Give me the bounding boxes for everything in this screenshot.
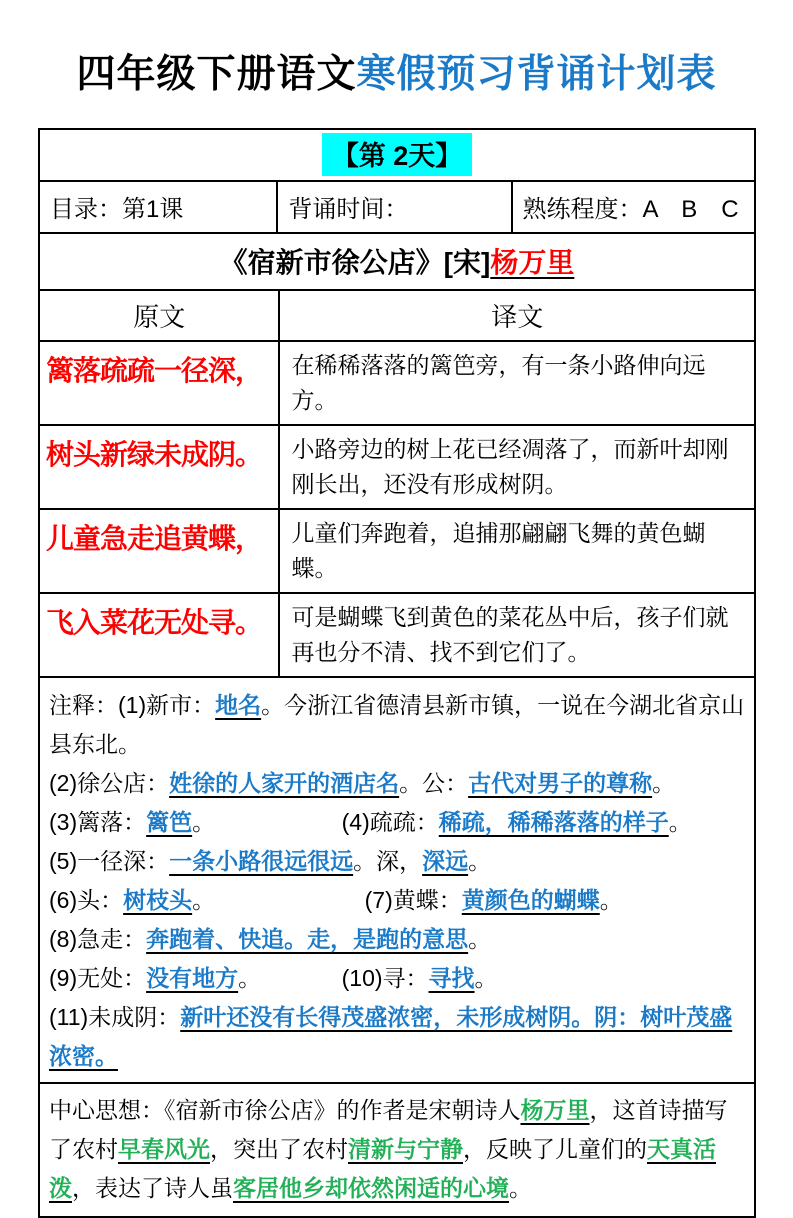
day-header-row bbox=[40, 130, 754, 180]
text-segment: 。今浙江省德清县新市镇，一说在今湖北省京山县东北。 bbox=[49, 692, 745, 757]
poem-original-cell: 儿童急走追黄蝶， bbox=[46, 523, 263, 554]
idea-highlight: 清新与宁静 bbox=[348, 1136, 463, 1162]
text-segment: 。 bbox=[509, 1175, 532, 1201]
text-segment: 。深， bbox=[353, 848, 423, 874]
note-paragraph bbox=[49, 998, 746, 1076]
note-highlight: 篱笆 bbox=[146, 809, 193, 835]
text-segment: 。 bbox=[468, 926, 492, 952]
central-idea-paragraph bbox=[49, 1091, 746, 1208]
poem-row bbox=[40, 592, 754, 676]
idea-highlight: 客居他乡却依然闲适的心境 bbox=[233, 1175, 509, 1201]
poem-translation-cell: 可是蝴蝶飞到黄色的菜花丛中后，孩子们就再也分不清、找不到它们了。 bbox=[278, 594, 754, 676]
note-highlight: 奔跑着、快追。走，是跑的意思 bbox=[146, 926, 469, 952]
recite-time-cell: 背诵时间： bbox=[276, 182, 510, 232]
note-paragraph bbox=[49, 686, 746, 764]
note-highlight: 寻找 bbox=[428, 965, 475, 991]
text-segment: 。 bbox=[599, 887, 623, 913]
poem-row bbox=[40, 340, 754, 424]
text-segment: (6)头： bbox=[49, 887, 124, 913]
idea-highlight: 早春风光 bbox=[118, 1136, 210, 1162]
text-segment: (3)篱落： bbox=[49, 809, 147, 835]
text-segment: 。 bbox=[468, 848, 492, 874]
text-segment: 注释：(1)新市： bbox=[49, 692, 216, 718]
page-title-black-part: 四年级下册语文 bbox=[76, 53, 357, 96]
text-segment: (2)徐公店： bbox=[49, 770, 170, 796]
poem-original-cell: 飞入菜花无处寻。 bbox=[46, 607, 263, 638]
note-paragraph bbox=[49, 959, 746, 998]
column-header-row bbox=[40, 289, 754, 340]
note-highlight: 一条小路很远很远 bbox=[169, 848, 354, 874]
note-highlight: 古代对男子的尊称 bbox=[468, 770, 653, 796]
note-highlight: 地名 bbox=[215, 692, 262, 718]
note-paragraph bbox=[49, 842, 746, 881]
poem-title-text: 《宿新市徐公店》[宋] bbox=[219, 247, 491, 278]
text-segment: 中心思想：《宿新市徐公店》的作者是宋朝诗人 bbox=[49, 1097, 521, 1123]
poem-translation-cell: 在稀稀落落的篱笆旁，有一条小路伸向远方。 bbox=[278, 342, 754, 424]
text-segment: 。 (4)疏疏： bbox=[192, 809, 439, 835]
note-highlight: 稀疏，稀稀落落的样子 bbox=[438, 809, 669, 835]
text-segment: 。 bbox=[652, 770, 676, 796]
poem-translation-cell: 儿童们奔跑着，追捕那翩翩飞舞的黄色蝴蝶。 bbox=[278, 510, 754, 592]
catalog-cell: 目录：第1课 bbox=[50, 196, 184, 223]
poem-rows bbox=[40, 340, 754, 676]
text-segment: 。公： bbox=[399, 770, 469, 796]
page-title bbox=[0, 0, 793, 99]
text-segment: ，这首诗描写了农村 bbox=[49, 1097, 728, 1162]
poem-original-cell: 篱落疏疏一径深， bbox=[46, 355, 263, 386]
page-title-blue-part: 寒假预习背诵计划表 bbox=[356, 53, 717, 96]
meta-row bbox=[40, 180, 754, 232]
text-segment: 。 (10)寻： bbox=[238, 965, 429, 991]
poem-translation-cell: 小路旁边的树上花已经凋落了，而新叶却刚刚长出，还没有形成树阴。 bbox=[278, 426, 754, 508]
note-highlight: 树枝头 bbox=[123, 887, 193, 913]
idea-highlight: 杨万里 bbox=[520, 1097, 590, 1123]
poem-title-row bbox=[40, 232, 754, 289]
poem-author: 杨万里 bbox=[490, 247, 575, 278]
note-highlight: 深远 bbox=[422, 848, 469, 874]
day-badge: 【第 2天】 bbox=[322, 133, 473, 176]
poem-row bbox=[40, 424, 754, 508]
text-segment: 。 (7)黄蝶： bbox=[192, 887, 462, 913]
note-highlight: 没有地方 bbox=[146, 965, 239, 991]
poem-row bbox=[40, 508, 754, 592]
text-segment: ，表达了诗人虽 bbox=[72, 1175, 233, 1201]
text-segment: (8)急走： bbox=[49, 926, 147, 952]
study-plan-table bbox=[38, 128, 756, 1218]
text-segment: ，突出了农村 bbox=[210, 1136, 348, 1162]
note-highlight: 黄颜色的蝴蝶 bbox=[461, 887, 600, 913]
text-segment: 。 bbox=[474, 965, 498, 991]
text-segment: ，反映了儿童们的 bbox=[463, 1136, 647, 1162]
column-header-original: 原文 bbox=[133, 302, 186, 332]
note-paragraph bbox=[49, 920, 746, 959]
poem-original-cell: 树头新绿未成阴。 bbox=[46, 439, 263, 470]
note-highlight: 新叶还没有长得茂盛浓密，未形成树阴。阴：树叶茂盛浓密。 bbox=[49, 1004, 733, 1069]
column-header-translation: 译文 bbox=[278, 291, 754, 340]
note-paragraph bbox=[49, 803, 746, 842]
text-segment: (9)无处： bbox=[49, 965, 147, 991]
proficiency-cell: 熟练程度：A B C bbox=[511, 182, 754, 232]
note-highlight: 姓徐的人家开的酒店名 bbox=[169, 770, 400, 796]
note-paragraph bbox=[49, 881, 746, 920]
notes-section bbox=[40, 676, 754, 1082]
idea-highlight: 天真活泼 bbox=[49, 1136, 716, 1201]
note-paragraph bbox=[49, 764, 746, 803]
text-segment: (5)一径深： bbox=[49, 848, 170, 874]
text-segment: (11)未成阴： bbox=[49, 1004, 181, 1030]
central-idea-section bbox=[40, 1082, 754, 1216]
text-segment: 。 bbox=[668, 809, 692, 835]
